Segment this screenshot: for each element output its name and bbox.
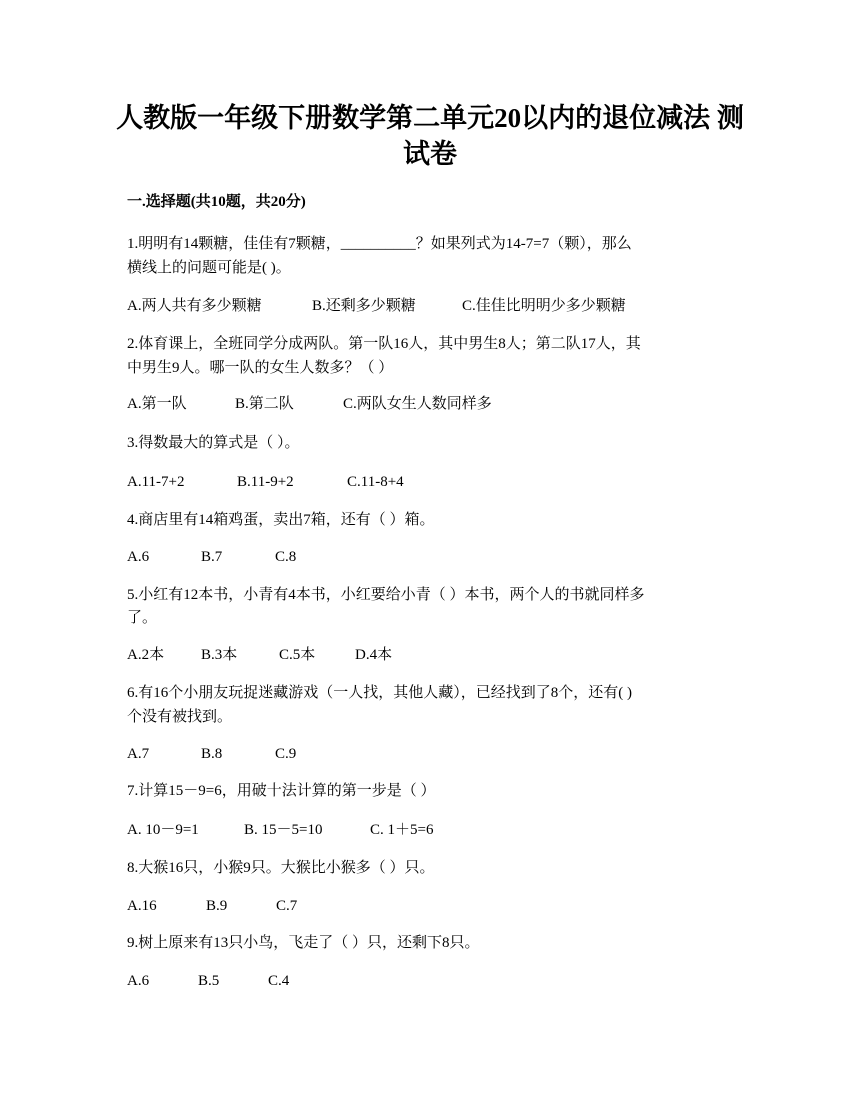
question-2-line-2: 中男生9人。哪一队的女生人数多？（ ） bbox=[127, 360, 394, 376]
question-8-options bbox=[127, 894, 297, 918]
option-a: A.6 bbox=[127, 549, 150, 565]
option-a: A.7 bbox=[127, 746, 150, 762]
option-c: C.4 bbox=[268, 973, 290, 989]
question-9-line-1: 9.树上原来有13只小鸟，飞走了（ ）只，还剩下8只。 bbox=[127, 935, 480, 951]
option-b: B. 15－5=10 bbox=[244, 822, 323, 838]
option-c: C. 1＋5=6 bbox=[370, 822, 434, 838]
question-6-line-1: 6.有16个小朋友玩捉迷藏游戏（一人找，其他人藏），已经找到了8个，还有( ) bbox=[127, 685, 632, 701]
question-1-line-2: 横线上的问题可能是( )。 bbox=[127, 260, 291, 276]
option-b: B.8 bbox=[201, 746, 223, 762]
question-1-line-1: 1.明明有14颗糖，佳佳有7颗糖，__________？如果列式为14-7=7（颗），那么 bbox=[127, 236, 632, 252]
option-c: C.佳佳比明明少多少颗糖 bbox=[462, 298, 626, 314]
option-b: B.3本 bbox=[201, 647, 238, 663]
option-a: A.第一队 bbox=[127, 396, 187, 412]
page-title bbox=[100, 100, 760, 172]
option-c: C.5本 bbox=[279, 647, 316, 663]
option-a: A.11-7+2 bbox=[127, 474, 185, 490]
question-8-line-1: 8.大猴16只，小猴9只。大猴比小猴多（ ）只。 bbox=[127, 860, 435, 876]
question-3-line-1: 3.得数最大的算式是（ ）。 bbox=[127, 435, 300, 451]
question-5-line-2: 了。 bbox=[127, 610, 158, 626]
question-5-options bbox=[127, 643, 392, 667]
option-b: B.9 bbox=[206, 898, 228, 914]
option-b: B.7 bbox=[201, 549, 223, 565]
option-c: C.8 bbox=[275, 549, 297, 565]
option-c: C.9 bbox=[275, 746, 297, 762]
option-a: A. 10－9=1 bbox=[127, 822, 199, 838]
question-7-options bbox=[127, 818, 433, 842]
question-9-options bbox=[127, 969, 289, 993]
option-b: B.第二队 bbox=[235, 396, 294, 412]
question-5-line-1: 5.小红有12本书，小青有4本书，小红要给小青（ ）本书，两个人的书就同样多 bbox=[127, 587, 645, 603]
section-heading: 一.选择题(共10题，共20分) bbox=[127, 194, 306, 210]
question-6-options bbox=[127, 742, 296, 766]
option-b: B.11-9+2 bbox=[237, 474, 294, 490]
option-a: A.两人共有多少颗糖 bbox=[127, 298, 262, 314]
question-6-line-2: 个没有被找到。 bbox=[127, 709, 233, 725]
option-a: A.16 bbox=[127, 898, 157, 914]
title-line-1: 人教版一年级下册数学第二单元20以内的退位减法 测 bbox=[116, 103, 744, 133]
question-4-options bbox=[127, 545, 296, 569]
option-c: C.7 bbox=[276, 898, 298, 914]
question-4-line-1: 4.商店里有14箱鸡蛋，卖出7箱，还有（ ）箱。 bbox=[127, 512, 435, 528]
question-2-options bbox=[127, 392, 492, 416]
option-b: B.还剩多少颗糖 bbox=[312, 298, 416, 314]
title-line-2: 试卷 bbox=[403, 139, 457, 169]
option-b: B.5 bbox=[198, 973, 220, 989]
option-c: C.两队女生人数同样多 bbox=[343, 396, 492, 412]
question-2-line-1: 2.体育课上，全班同学分成两队。第一队16人，其中男生8人；第二队17人，其 bbox=[127, 336, 641, 352]
option-d: D.4本 bbox=[355, 647, 393, 663]
question-3-options bbox=[127, 470, 404, 494]
option-a: A.6 bbox=[127, 973, 150, 989]
question-7-line-1: 7.计算15－9=6，用破十法计算的第一步是（ ） bbox=[127, 783, 436, 799]
option-a: A.2本 bbox=[127, 647, 165, 663]
option-c: C.11-8+4 bbox=[347, 474, 404, 490]
question-1-options bbox=[127, 294, 626, 318]
